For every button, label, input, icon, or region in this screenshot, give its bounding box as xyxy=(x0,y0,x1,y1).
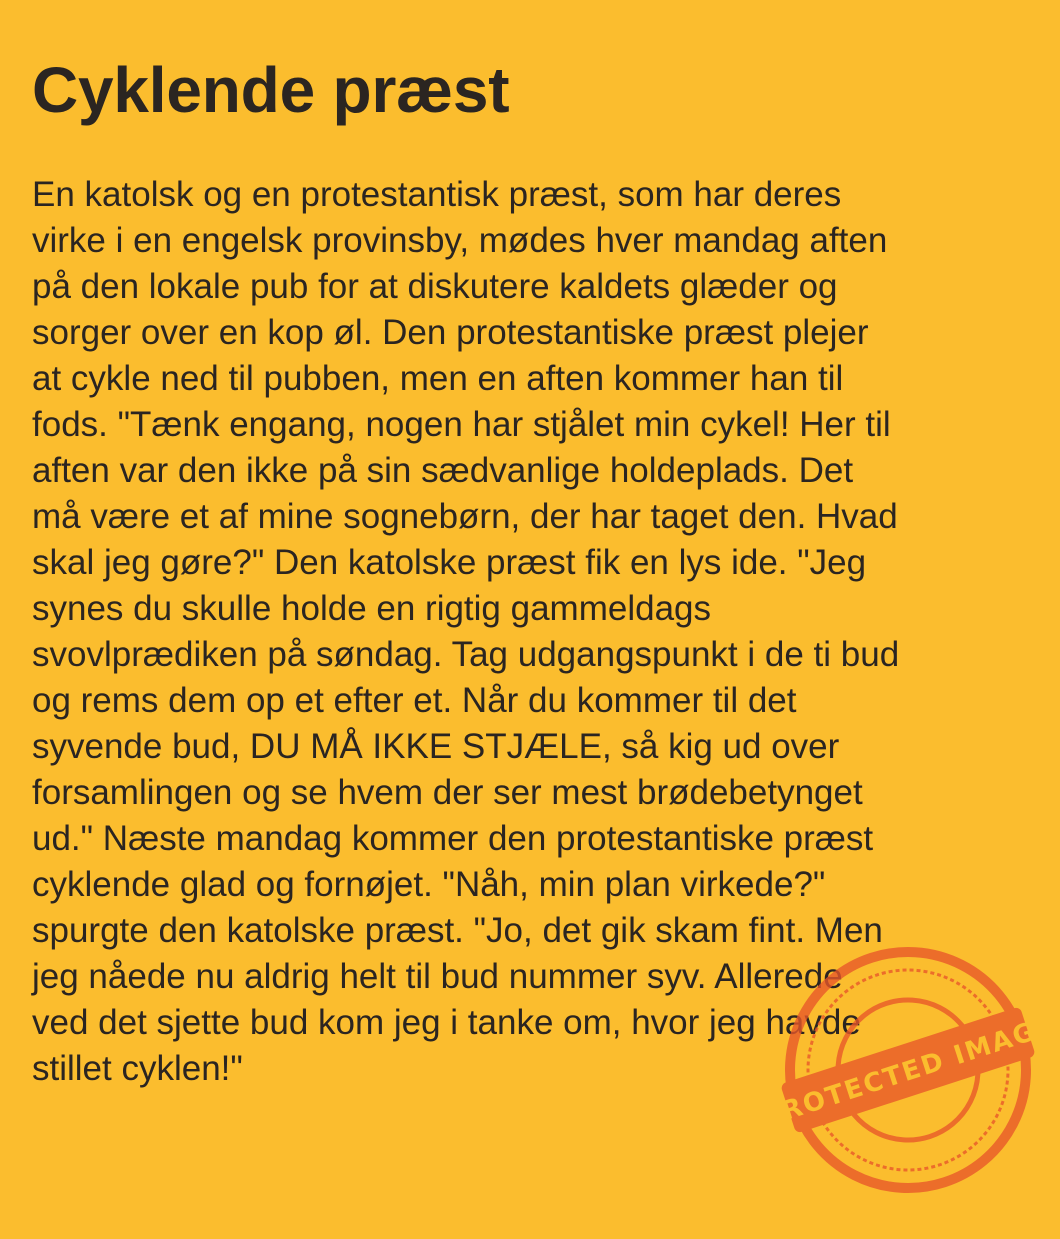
body-line: spurgte den katolske præst. "Jo, det gik skam fint. Men xyxy=(32,911,883,950)
body-line: synes du skulle holde en rigtig gammeldags xyxy=(32,589,711,628)
body-line: fods. "Tænk engang, nogen har stjålet min cykel! Her til xyxy=(32,405,891,444)
body-line: ud." Næste mandag kommer den protestantiske præst xyxy=(32,819,874,858)
page-title: Cyklende præst xyxy=(32,54,510,126)
body-line: syvende bud, DU MÅ IKKE STJÆLE, så kig ud over xyxy=(32,727,840,766)
body-line: virke i en engelsk provinsby, mødes hver mandag aften xyxy=(32,221,888,260)
body-line: og rems dem op et efter et. Når du kommer til det xyxy=(32,681,797,720)
body-line: at cykle ned til pubben, men en aften kommer han til xyxy=(32,359,844,398)
body-line: må være et af mine sognebørn, der har taget den. Hvad xyxy=(32,497,898,536)
body-line: skal jeg gøre?" Den katolske præst fik en lys ide. "Jeg xyxy=(32,543,867,582)
body-line: stillet cyklen!" xyxy=(32,1049,243,1088)
stamp-text: PROTECTED IMAGE xyxy=(758,1010,1060,1134)
body-line: cyklende glad og fornøjet. "Nåh, min plan virkede?" xyxy=(32,865,826,904)
body-line: forsamlingen og se hvem der ser mest brødebetynget xyxy=(32,773,863,812)
body-line: En katolsk og en protestantisk præst, som har deres xyxy=(32,175,842,214)
body-line: sorger over en kop øl. Den protestantiske præst plejer xyxy=(32,313,869,352)
body-line: på den lokale pub for at diskutere kaldets glæder og xyxy=(32,267,838,306)
body-line: svovlprædiken på søndag. Tag udgangspunkt i de ti bud xyxy=(32,635,900,674)
body-line: jeg nåede nu aldrig helt til bud nummer syv. Allerede xyxy=(32,957,843,996)
body-line: aften var den ikke på sin sædvanlige holdeplads. Det xyxy=(32,451,854,490)
body-line: ved det sjette bud kom jeg i tanke om, hvor jeg havde xyxy=(32,1003,861,1042)
